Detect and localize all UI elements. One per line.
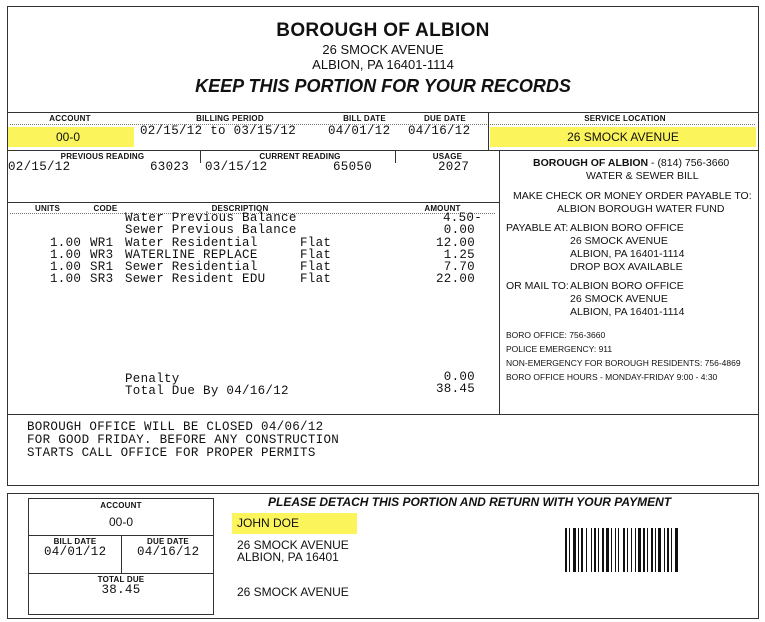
barcode-bar <box>591 528 592 572</box>
stub-account-number: 00-0 <box>108 515 134 529</box>
barcode-bar <box>655 528 656 572</box>
barcode-bar <box>651 528 653 572</box>
side-non-emergency: NON-EMERGENCY FOR BOROUGH RESIDENTS: 756-4869 <box>506 358 741 368</box>
barcode-bar <box>671 528 672 572</box>
notice-line-3: STARTS CALL OFFICE FOR PROPER PERMITS <box>27 446 316 460</box>
notice-line-2: FOR GOOD FRIDAY. BEFORE ANY CONSTRUCTION <box>27 433 340 447</box>
charge-row: Water Previous Balance 4.50- <box>125 211 482 225</box>
service-location: 26 SMOCK AVENUE <box>490 127 756 147</box>
keep-portion-title: KEEP THIS PORTION FOR YOUR RECORDS <box>195 76 571 96</box>
barcode-bar <box>602 528 604 572</box>
stub-total-due: 38.45 <box>101 583 141 597</box>
org-title: BOROUGH OF ALBION <box>276 20 490 41</box>
label-billing-period: BILLING PERIOD <box>196 114 264 123</box>
barcode-bar <box>631 528 632 572</box>
side-mail-to-label: OR MAIL TO: <box>506 280 569 292</box>
bill-date: 04/01/12 <box>328 124 391 138</box>
side-org-phone: - (814) 756-3660 <box>648 157 730 169</box>
barcode-bar <box>643 528 645 572</box>
side-org-line <box>533 157 729 170</box>
barcode-bar <box>615 528 616 572</box>
barcode-bar <box>647 528 648 572</box>
charge-row: Sewer Previous Balance 0.00 <box>125 223 475 237</box>
side-payable-at-line: DROP BOX AVAILABLE <box>570 261 683 273</box>
previous-reading-value: 63023 <box>150 160 190 174</box>
label-due-date: DUE DATE <box>424 114 466 123</box>
side-office-phone: BORO OFFICE: 756-3660 <box>506 330 606 340</box>
account-number: 00-0 <box>8 127 134 147</box>
label-previous-reading: PREVIOUS READING <box>60 152 145 161</box>
charge-row: 1.00 SR1 Sewer Residential Flat 7.70 <box>50 260 475 274</box>
due-date: 04/16/12 <box>408 124 471 138</box>
current-reading-value: 65050 <box>333 160 373 174</box>
barcode-bar <box>573 528 576 572</box>
side-payable-at-line: ALBION, PA 16401-1114 <box>570 248 685 260</box>
side-make-check: MAKE CHECK OR MONEY ORDER PAYABLE TO: <box>513 190 752 202</box>
label-usage: USAGE <box>432 152 463 161</box>
barcode-bar <box>586 528 587 572</box>
side-payable-at-line: ALBION BORO OFFICE <box>570 222 684 234</box>
barcode-bar <box>594 528 596 572</box>
label-amount: AMOUNT <box>424 204 461 213</box>
stub-service-location: 26 SMOCK AVENUE <box>237 585 349 599</box>
penalty-amount: 0.00 <box>443 370 475 384</box>
side-police: POLICE EMERGENCY: 911 <box>506 344 613 354</box>
notice-line-1: BOROUGH OFFICE WILL BE CLOSED 04/06/12 <box>27 420 324 434</box>
stub-address-line-2: ALBION, PA 16401 <box>237 550 339 564</box>
label-bill-date: BILL DATE <box>343 114 386 123</box>
stub-label-total-due: TOTAL DUE <box>97 575 145 584</box>
previous-reading-date: 02/15/12 <box>8 160 71 174</box>
stub-label-account: ACCOUNT <box>100 501 142 510</box>
stub-label-due-date: DUE DATE <box>147 537 189 546</box>
barcode-bar <box>627 528 628 572</box>
barcode-bar <box>635 528 636 572</box>
detach-instruction: PLEASE DETACH THIS PORTION AND RETURN WITH YOUR PAYMENT <box>268 495 672 509</box>
side-payable-at-line: 26 SMOCK AVENUE <box>570 235 668 247</box>
label-account: ACCOUNT <box>49 114 91 123</box>
org-city: ALBION, PA 16401-1114 <box>312 57 454 72</box>
side-bill-type: WATER & SEWER BILL <box>586 170 699 182</box>
label-code: CODE <box>93 204 118 213</box>
side-mail-to-line: 26 SMOCK AVENUE <box>570 293 668 305</box>
penalty-label: Penalty <box>125 372 180 386</box>
side-hours: BORO OFFICE HOURS - MONDAY-FRIDAY 9:00 - 4:30 <box>506 372 718 382</box>
barcode-bar <box>611 528 612 572</box>
stub-due-date: 04/16/12 <box>137 545 200 559</box>
charge-row: 1.00 SR3 Sewer Resident EDU Flat 22.00 <box>50 272 475 286</box>
barcode-bar <box>606 528 609 572</box>
barcode <box>565 528 745 572</box>
side-payable-at-label: PAYABLE AT: <box>506 222 569 234</box>
barcode-bar <box>569 528 570 572</box>
barcode-bar <box>598 528 599 572</box>
org-street: 26 SMOCK AVENUE <box>322 42 444 57</box>
current-reading-date: 03/15/12 <box>205 160 268 174</box>
barcode-bar <box>581 528 583 572</box>
label-description: DESCRIPTION <box>211 204 269 213</box>
barcode-bar <box>565 528 567 572</box>
charge-row: 1.00 WR1 Water Residential Flat 12.00 <box>50 236 475 250</box>
side-org-name: BOROUGH OF ALBION <box>533 157 649 169</box>
label-service-location: SERVICE LOCATION <box>584 114 666 123</box>
barcode-bar <box>667 528 669 572</box>
barcode-bar <box>578 528 579 572</box>
barcode-bar <box>658 528 661 572</box>
billing-period: 02/15/12 to 03/15/12 <box>140 124 297 138</box>
total-due-amount: 38.45 <box>435 382 475 396</box>
stub-bill-date: 04/01/12 <box>44 545 107 559</box>
barcode-bar <box>618 528 619 572</box>
usage-value: 2027 <box>438 160 470 174</box>
label-current-reading: CURRENT READING <box>259 152 341 161</box>
stub-address-line-1: 26 SMOCK AVENUE <box>237 538 349 552</box>
charge-row: 1.00 WR3 WATERLINE REPLACE Flat 1.25 <box>50 248 475 262</box>
barcode-bar <box>664 528 665 572</box>
label-units: UNITS <box>35 204 60 213</box>
side-payee: ALBION BOROUGH WATER FUND <box>557 203 725 215</box>
barcode-bar <box>638 528 641 572</box>
side-mail-to-line: ALBION, PA 16401-1114 <box>570 306 685 318</box>
total-due-label: Total Due By 04/16/12 <box>125 384 289 398</box>
stub-label-bill-date: BILL DATE <box>53 537 97 546</box>
barcode-bar <box>675 528 678 572</box>
barcode-bar <box>623 528 625 572</box>
stub-customer-name: JOHN DOE <box>232 513 357 534</box>
side-mail-to-line: ALBION BORO OFFICE <box>570 280 684 292</box>
